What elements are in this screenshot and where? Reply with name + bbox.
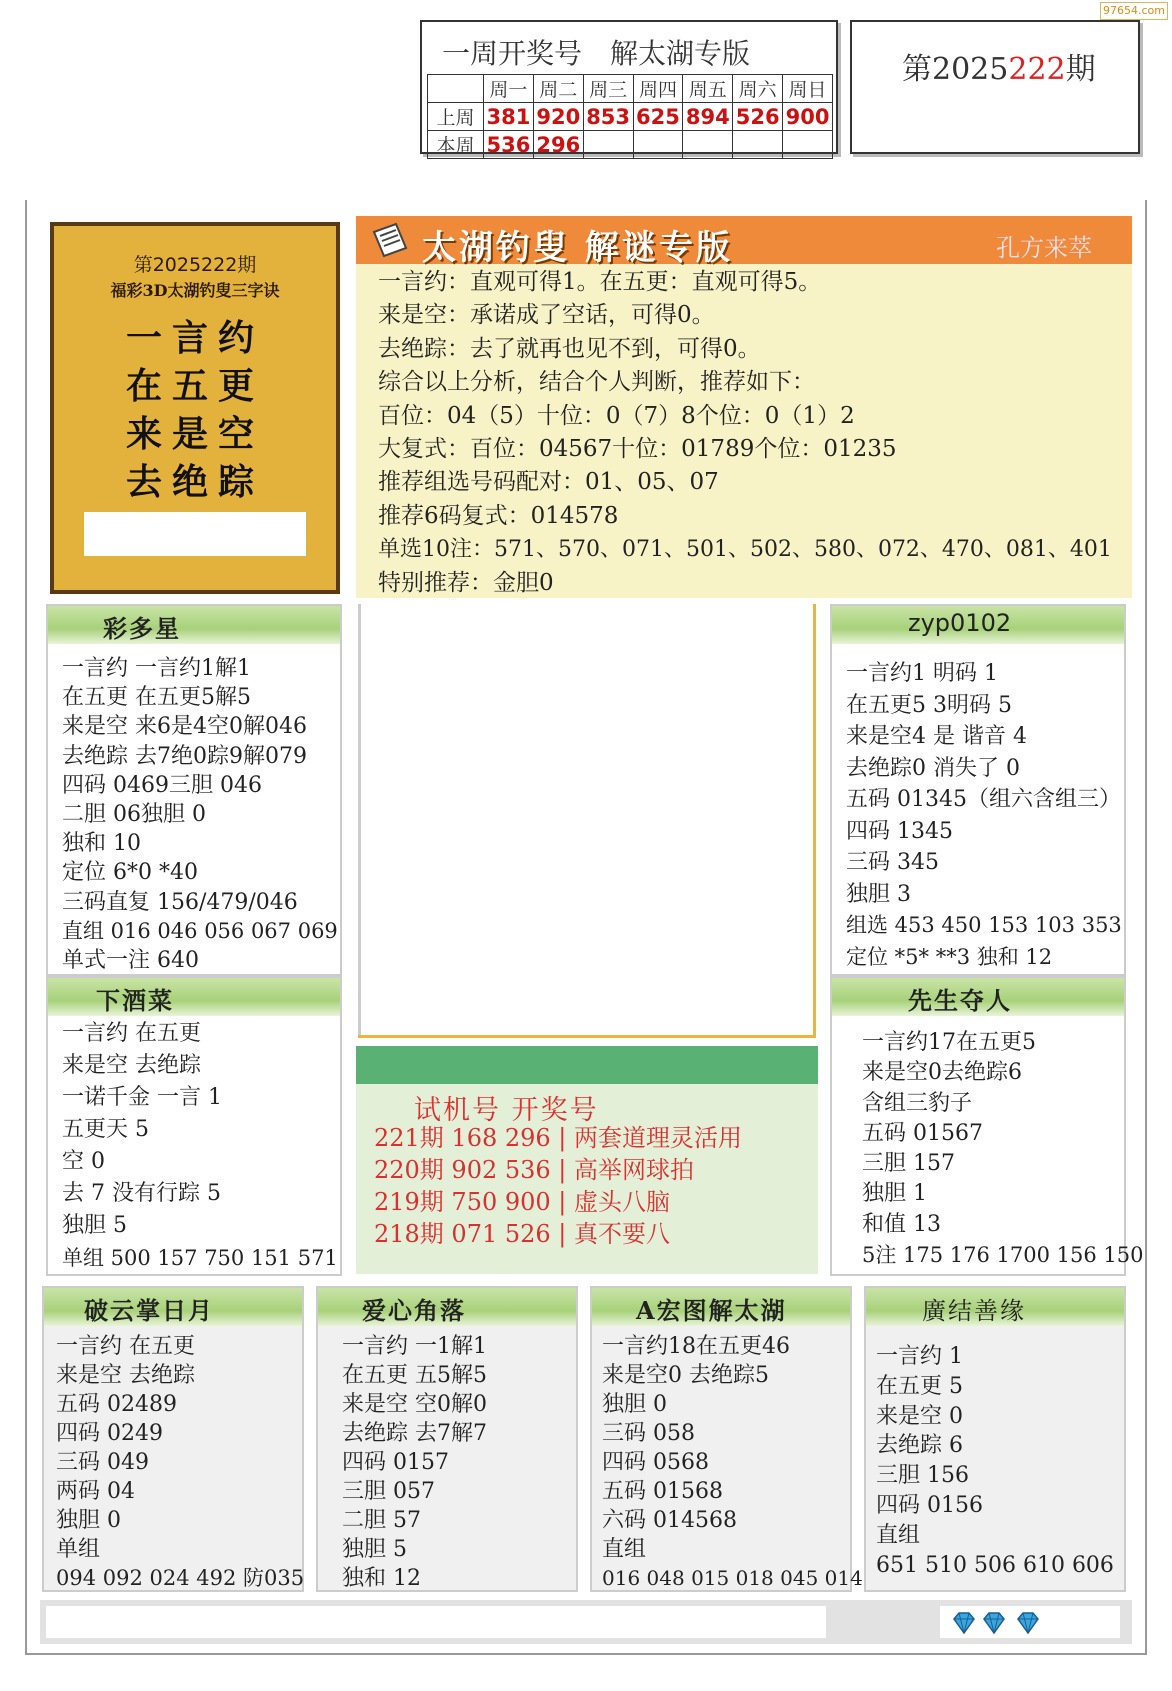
last-week-row [428, 103, 833, 131]
box-line: 组选 453 450 153 103 353 [846, 913, 1122, 937]
box-body [62, 654, 338, 975]
poem-issue: 第2025222期 [133, 254, 257, 276]
box-line: 三胆 057 [342, 1479, 435, 1504]
box-line: 去绝踪0 消失了 0 [846, 755, 1020, 781]
analysis-header [356, 216, 1132, 268]
box-header [832, 978, 1124, 1016]
box-line: 来是空 去绝踪 [56, 1363, 195, 1388]
box-line: 一言约17在五更5 [862, 1030, 1036, 1055]
box-aixin [316, 1286, 578, 1592]
box-line: 在五更 五5解5 [342, 1363, 487, 1388]
box-line: 来是空0 去绝踪5 [602, 1363, 769, 1388]
box-line: 独胆 1 [862, 1181, 927, 1207]
box-line: 五码 02489 [56, 1392, 177, 1417]
box-line: 两码 04 [56, 1479, 135, 1504]
issue-number: 第2025222期 [902, 52, 1096, 87]
analysis-line: 一言约：直观可得1。在五更：直观可得5。 [378, 269, 822, 295]
box-line: 独胆 3 [846, 881, 911, 907]
box-body [602, 1332, 863, 1593]
weekday-cell: 周一 [484, 75, 534, 103]
analysis-line: 百位：04（5）十位：0（7）8个位：0（1）2 [378, 402, 855, 429]
box-line: 来是空 0 [876, 1403, 963, 1429]
blank-bar [84, 512, 306, 556]
trial-row: 221期 168 296 | 两套道理灵活用 [374, 1124, 743, 1152]
analysis-line: 来是空：承诺成了空话，可得0。 [378, 302, 715, 329]
box-line: 独和 12 [342, 1566, 421, 1591]
box-line: 去 7 没有行踪 5 [62, 1181, 221, 1206]
box-line: 去绝踪 去7解7 [342, 1421, 487, 1446]
diamond-icon [982, 1612, 1006, 1634]
box-line: 三码 049 [56, 1450, 149, 1475]
box-line: 定位 6*0 *40 [62, 860, 198, 886]
analysis-line: 特别推荐：金胆0 [378, 569, 554, 596]
analysis-title: 太湖钓叟 解谜专版 [422, 228, 733, 268]
box-guangjie [864, 1286, 1126, 1592]
box-line: 一言约18在五更46 [602, 1334, 790, 1359]
box-line: 651 510 506 610 606 [876, 1552, 1114, 1578]
poem-line: 在五更 [125, 365, 264, 407]
box-line: 在五更5 3明码 5 [846, 692, 1012, 718]
diamond-icon [952, 1612, 976, 1634]
poem-line: 去绝踪 [125, 461, 264, 503]
row-label: 本周 [428, 131, 484, 159]
issue-number-box [850, 20, 1140, 154]
weekday-cell: 周二 [533, 75, 583, 103]
trial-rows [374, 1122, 742, 1250]
box-line: 三胆 157 [862, 1151, 955, 1177]
box-line: 去绝踪 6 [876, 1433, 963, 1459]
analysis-panel [356, 216, 1132, 598]
box-line: 四码 1345 [846, 818, 953, 844]
draw-number: 381 [484, 103, 534, 131]
weekly-table [427, 74, 833, 159]
draw-number: 625 [633, 103, 683, 131]
weekday-cell: 周日 [783, 75, 833, 103]
box-line: 在五更 在五更5解5 [62, 685, 251, 711]
box-line: 来是空0去绝踪6 [862, 1060, 1022, 1086]
analysis-author: 孔方来萃 [996, 234, 1092, 262]
draw-number: 853 [583, 103, 633, 131]
box-title: 下酒菜 [96, 986, 174, 1015]
weekday-cell: 周五 [683, 75, 733, 103]
weekday-cell: 周六 [733, 75, 783, 103]
box-line: 一言约 一言约1解1 [62, 656, 251, 681]
box-header [48, 978, 340, 1016]
box-title: 先生夺人 [908, 986, 1012, 1015]
box-line: 五更天 5 [62, 1117, 149, 1142]
box-ahong [590, 1286, 863, 1592]
box-caiduoxing [46, 604, 342, 976]
box-line: 一言约 在五更 [56, 1334, 195, 1359]
box-xiajiucai [46, 976, 342, 1276]
box-header [592, 1288, 850, 1326]
trial-row: 219期 750 900 | 虚头八脑 [374, 1188, 671, 1216]
box-header [866, 1288, 1124, 1326]
box-line: 四码 0156 [876, 1492, 983, 1518]
draw-number: 920 [533, 103, 583, 131]
box-line: 四码 0249 [56, 1421, 163, 1446]
box-line: 直组 016 046 056 067 069 [62, 918, 338, 943]
box-line: 在五更 5 [876, 1373, 963, 1399]
box-line: 六码 014568 [602, 1508, 737, 1533]
box-line: 来是空 去绝踪 [62, 1053, 201, 1078]
analysis-line: 单选10注：571、570、071、501、502、580、072、470、081、401 [378, 537, 1112, 563]
draw-number [783, 131, 833, 159]
box-line: 来是空4 是 谐音 4 [846, 724, 1027, 749]
footer-blank [46, 1606, 826, 1638]
draw-number [633, 131, 683, 159]
box-line: 独胆 0 [602, 1392, 667, 1417]
blank-area [358, 604, 816, 1038]
box-zyp0102 [830, 604, 1126, 976]
trial-draw-panel [356, 1046, 818, 1274]
box-title: 爱心角落 [362, 1296, 466, 1325]
box-line: 四码 0157 [342, 1450, 449, 1475]
box-xiansheng [830, 976, 1144, 1276]
box-header [44, 1288, 302, 1326]
box-body [342, 1332, 487, 1593]
box-line: 5注 175 176 1700 156 150 [862, 1243, 1144, 1268]
weekly-table-title: 一周开奖号 解太湖专版 [442, 37, 751, 70]
box-header [832, 606, 1124, 644]
trial-row: 220期 902 536 | 高举网球拍 [374, 1156, 695, 1184]
document-icon [370, 222, 410, 260]
site-watermark: 97654.com [1100, 2, 1168, 20]
box-line: 五码 01567 [862, 1120, 983, 1146]
analysis-line: 大复式：百位：04567十位：01789个位：01235 [378, 436, 897, 463]
box-line: 三胆 156 [876, 1463, 969, 1489]
box-body [862, 1028, 1144, 1270]
box-title: 彩多星 [103, 614, 181, 643]
draw-number: 536 [484, 131, 534, 159]
box-title: 廣结善缘 [922, 1297, 1026, 1325]
draw-number: 296 [533, 131, 583, 159]
box-line: 094 092 024 492 防035 [56, 1566, 305, 1590]
box-body [56, 1332, 304, 1593]
box-line: 来是空 来6是4空0解046 [62, 714, 307, 740]
this-week-row [428, 131, 833, 159]
draw-number: 526 [733, 103, 783, 131]
analysis-line: 去绝踪：去了就再也见不到，可得0。 [378, 335, 761, 362]
trial-title: 试机号 开奖号 [414, 1095, 599, 1126]
box-line: 空 0 [62, 1149, 105, 1174]
box-line: 三码 345 [846, 850, 939, 875]
box-line: 三码 058 [602, 1421, 695, 1446]
poem-panel [50, 222, 340, 594]
box-line: 单组 500 157 750 151 571 [62, 1246, 338, 1270]
weekly-draw-table [420, 20, 838, 157]
draw-number: 894 [683, 103, 733, 131]
analysis-line: 推荐组选号码配对：01、05、07 [378, 469, 719, 496]
box-body [876, 1342, 1114, 1580]
box-line: 独胆 0 [56, 1508, 121, 1533]
poem-subtitle: 福彩3D太湖钓叟三字诀 [110, 281, 280, 300]
draw-number: 900 [783, 103, 833, 131]
box-line: 单组 [56, 1537, 101, 1562]
row-label: 上周 [428, 103, 484, 131]
box-line: 和值 13 [862, 1211, 941, 1237]
box-title: A宏图解太湖 [636, 1296, 787, 1325]
box-line: 016 048 015 018 045 014 [602, 1566, 863, 1590]
box-line: 定位 *5* **3 独和 12 [846, 944, 1053, 969]
box-line: 一诺千金 一言 1 [62, 1085, 222, 1110]
trial-row: 218期 071 526 | 真不要八 [374, 1220, 671, 1248]
box-line: 一言约1 明码 1 [846, 661, 998, 686]
box-line: 一言约 一1解1 [342, 1334, 487, 1359]
trial-header-bar [356, 1046, 818, 1084]
box-line: 来是空 空0解0 [342, 1392, 487, 1417]
box-line: 直组 [876, 1522, 921, 1548]
analysis-line: 推荐6码复式：014578 [378, 502, 619, 529]
box-line: 单式一注 640 [62, 948, 199, 974]
footer-bar [40, 1600, 1132, 1644]
box-line: 去绝踪 去7绝0踪9解079 [62, 743, 307, 769]
box-line: 四码 0568 [602, 1450, 709, 1475]
box-body [62, 1018, 338, 1274]
box-line: 二胆 57 [342, 1508, 421, 1533]
box-line: 独和 10 [62, 831, 141, 857]
box-header [318, 1288, 576, 1326]
box-line: 直组 [602, 1537, 647, 1562]
weekday-header-row [428, 75, 833, 103]
box-line: 独胆 5 [62, 1213, 127, 1238]
box-line: 独胆 5 [342, 1537, 407, 1562]
diamond-icon [1016, 1612, 1040, 1634]
draw-number [733, 131, 783, 159]
box-line: 五码 01568 [602, 1479, 723, 1504]
draw-number [583, 131, 633, 159]
box-line: 一言约 1 [876, 1344, 963, 1369]
box-line: 三码直复 156/479/046 [62, 889, 298, 915]
weekday-cell: 周三 [583, 75, 633, 103]
box-line: 二胆 06独胆 0 [62, 802, 206, 828]
box-body [846, 658, 1122, 973]
box-poyun [42, 1286, 304, 1592]
weekday-cell: 周四 [633, 75, 683, 103]
draw-number [683, 131, 733, 159]
poem-line: 一言约 [125, 317, 264, 359]
box-line: 含组三豹子 [862, 1090, 973, 1116]
corner-cell [428, 75, 484, 103]
poem-line: 来是空 [125, 413, 264, 455]
box-line: 四码 0469三胆 046 [62, 772, 262, 798]
box-line: 五码 01345（组六含组三） [846, 787, 1121, 812]
analysis-lines [378, 266, 1112, 600]
box-title: 破云掌日月 [84, 1296, 214, 1325]
box-line: 一言约 在五更 [62, 1021, 201, 1046]
box-header [48, 606, 340, 644]
box-title: zyp0102 [908, 609, 1012, 637]
analysis-line: 综合以上分析，结合个人判断，推荐如下： [378, 369, 815, 396]
